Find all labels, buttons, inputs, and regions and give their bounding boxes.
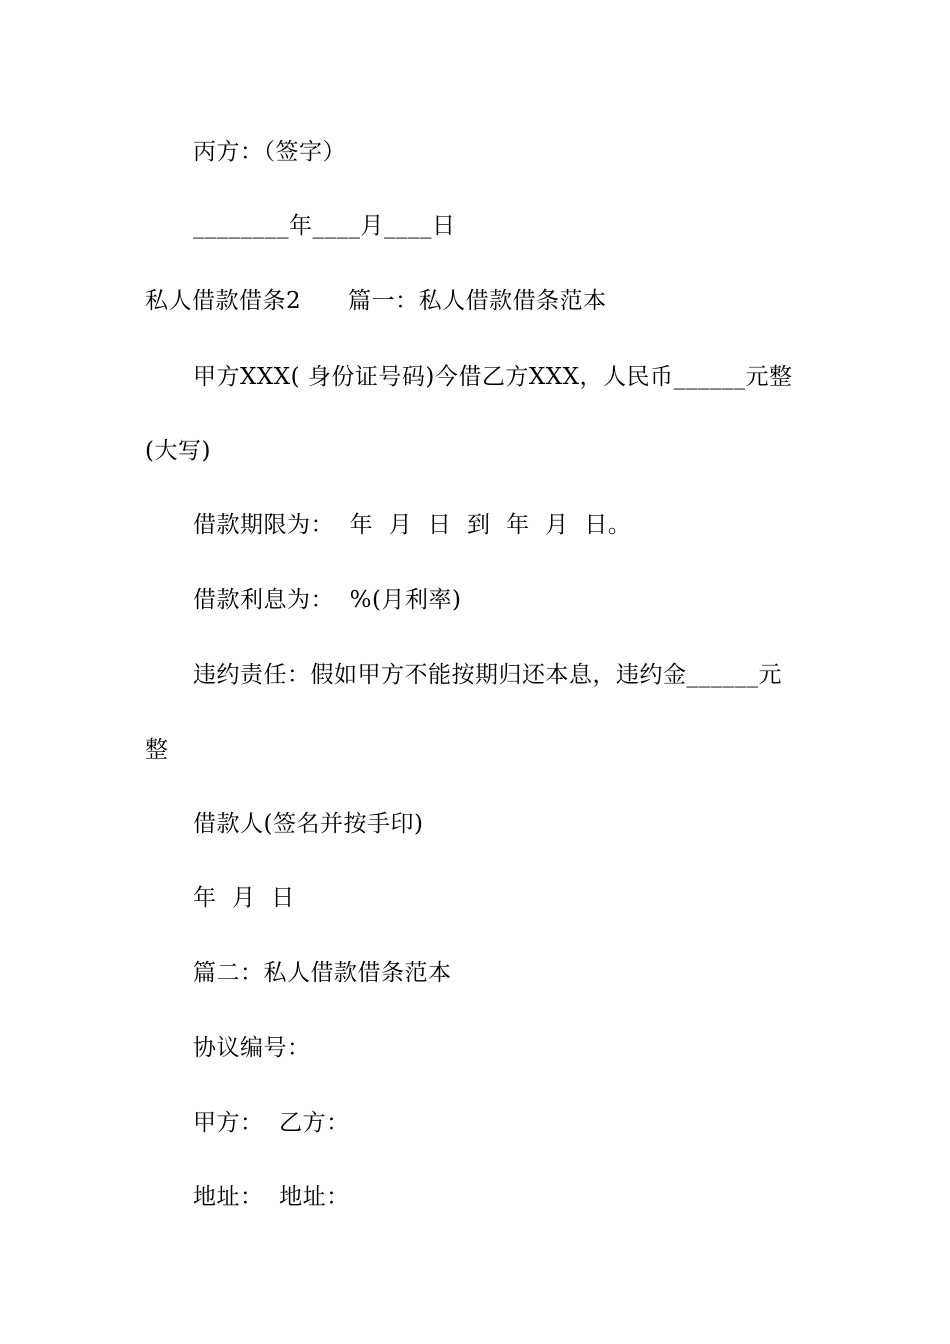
address-line: 地址： 地址： [193, 1184, 350, 1210]
breach-liability-continuation: 整 [145, 737, 169, 763]
amount-uppercase-line: (大写) [145, 438, 211, 464]
section-heading-line: 私人借款借条2 篇一：私人借款借条范本 [145, 288, 607, 314]
borrower-signature-line: 借款人(签名并按手印) [193, 811, 424, 837]
loan-amount-line: 甲方XXX( 身份证号码)今借乙方XXX，人民币______元整 [193, 364, 793, 390]
party-c-signature-line: 丙方：（签字） [193, 139, 346, 165]
borrower-date-line: 年 月 日 [193, 885, 295, 911]
breach-liability-line: 违约责任：假如甲方不能按期归还本息，违约金______元 [193, 662, 782, 688]
date-blank-line: ________年____月____日 [193, 213, 456, 239]
agreement-number-line: 协议编号： [193, 1035, 311, 1061]
section-two-heading: 篇二：私人借款借条范本 [193, 960, 452, 986]
parties-line: 甲方： 乙方： [193, 1110, 350, 1136]
loan-term-line: 借款期限为： 年 月 日 到 年 月 日。 [193, 512, 632, 538]
loan-interest-line: 借款利息为： %(月利率) [193, 587, 462, 613]
